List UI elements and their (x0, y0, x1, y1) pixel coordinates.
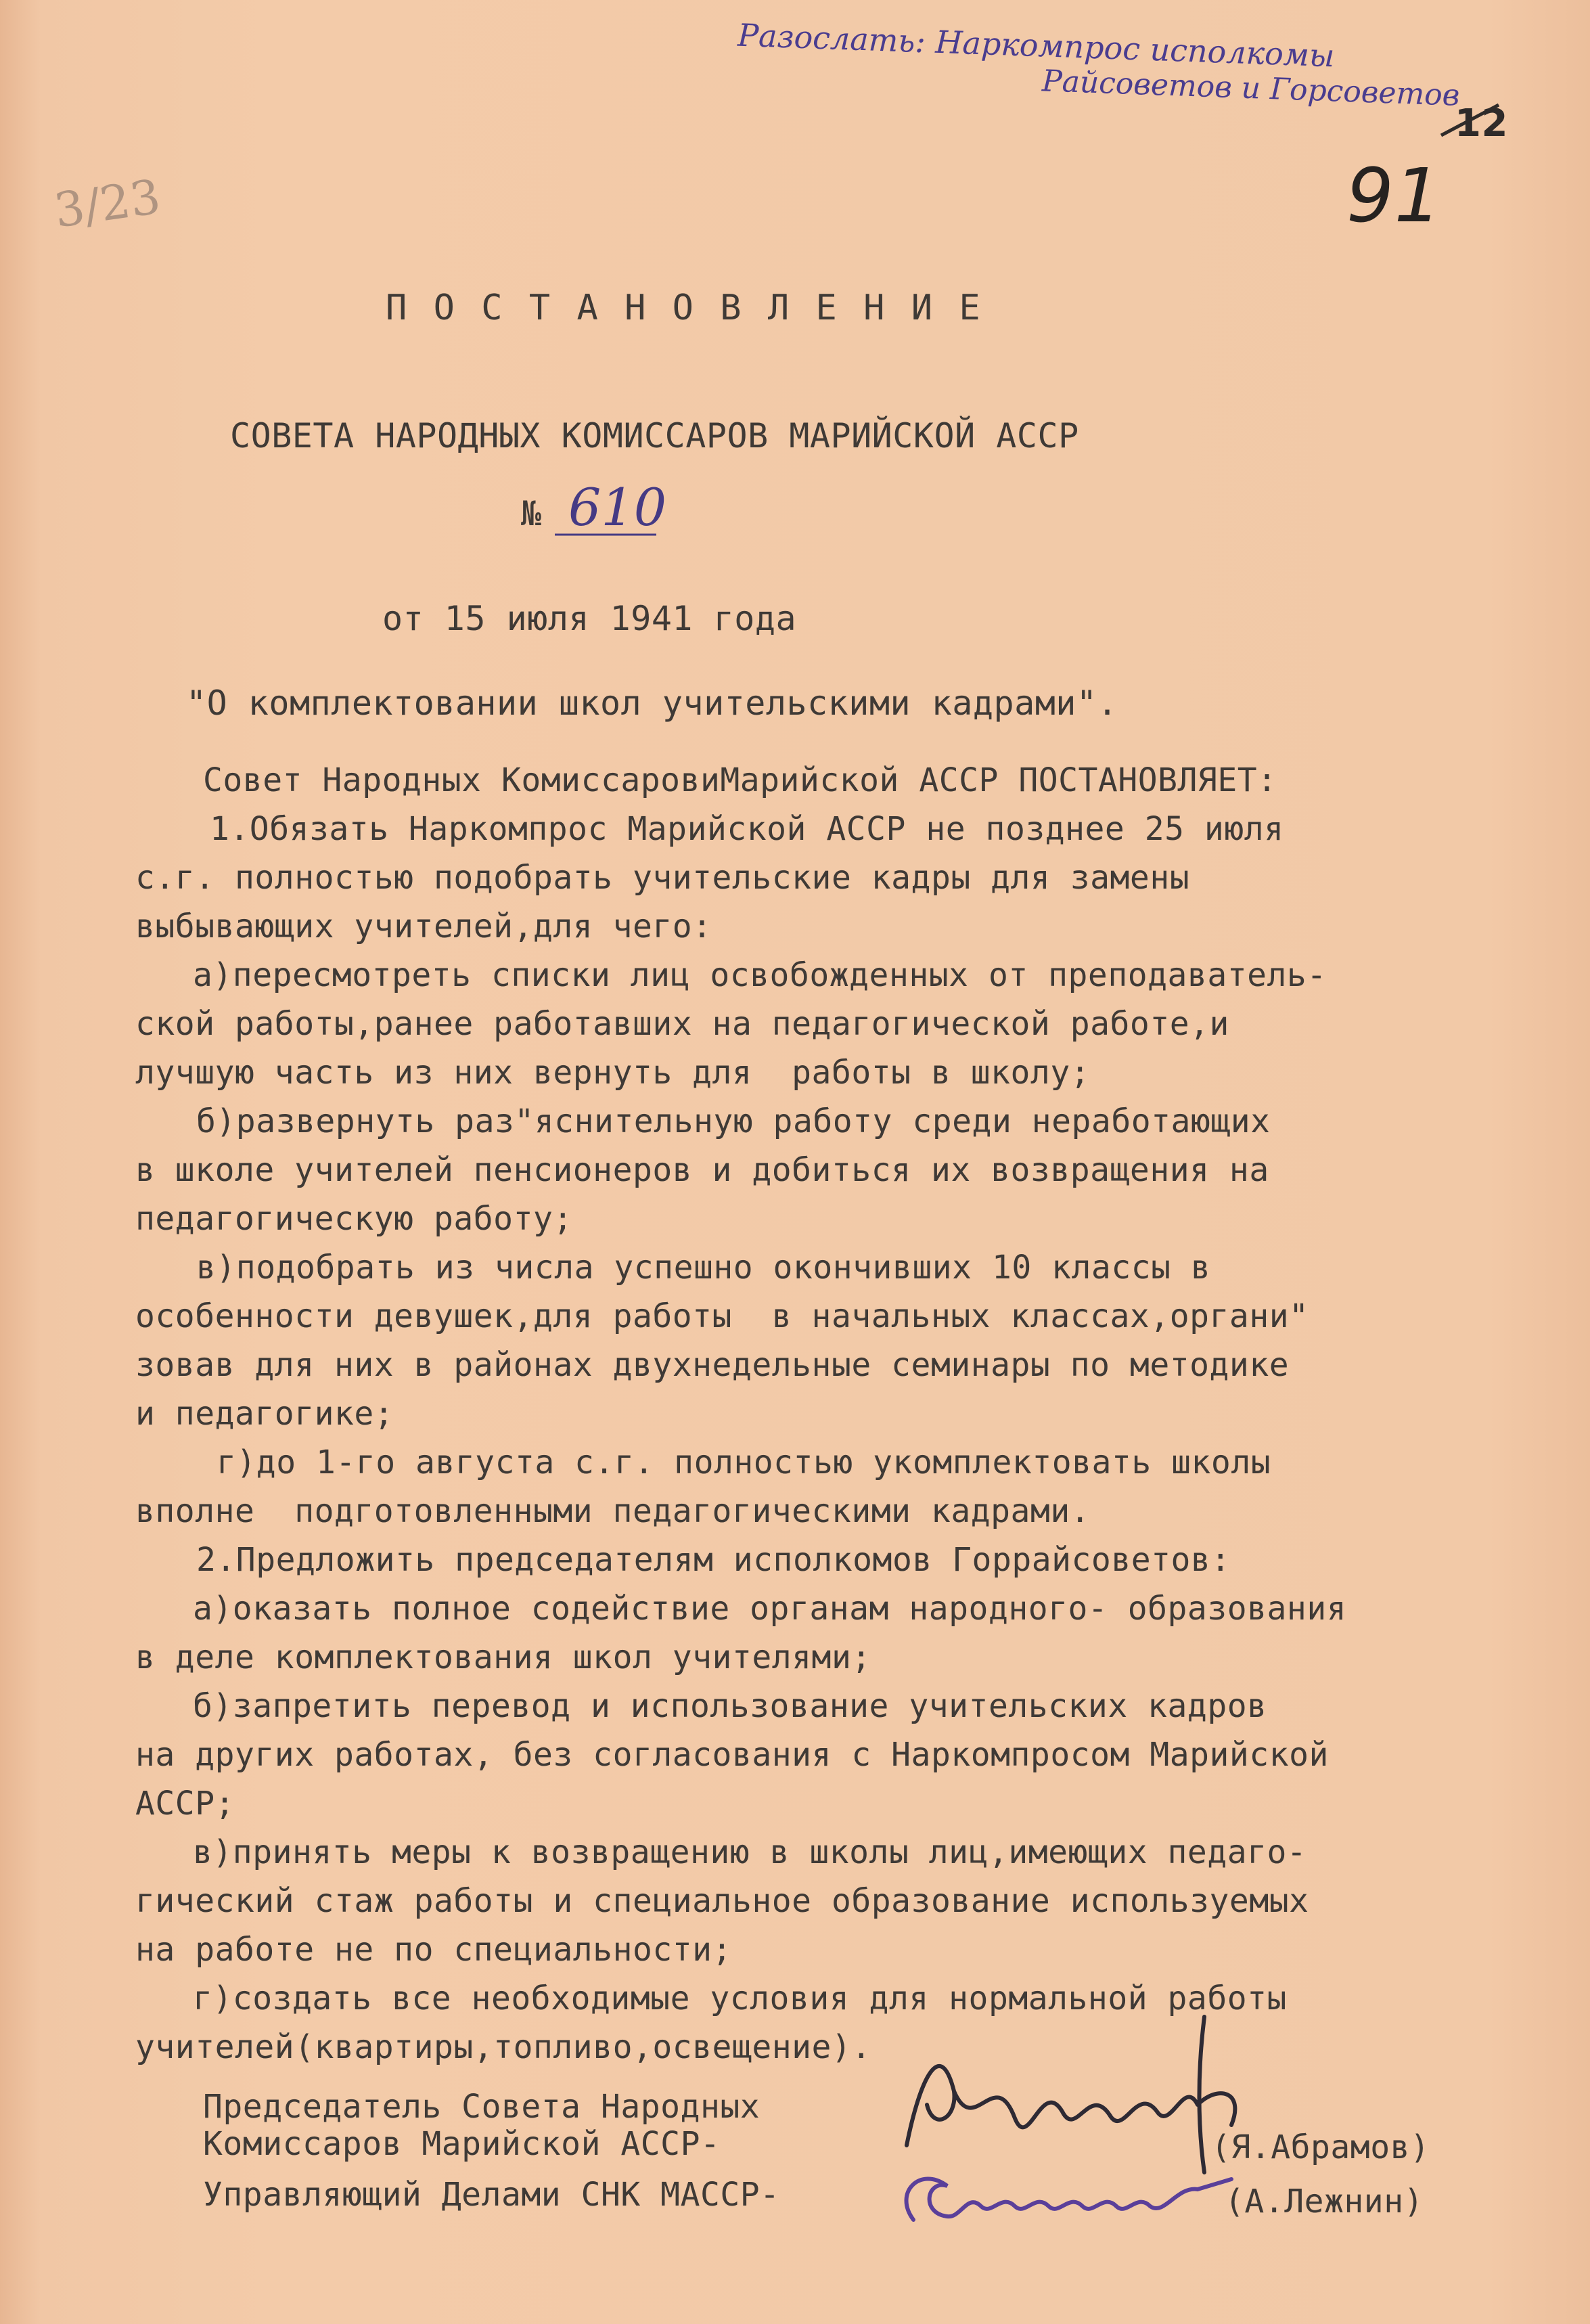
body-line: зовав для них в районах двухнедельные семинары по методике (135, 1346, 1290, 1384)
decree-number-underline (555, 531, 663, 538)
body-line: с.г. полностью подобрать учительские кадры для замены (135, 859, 1190, 897)
body-line: в)принять меры к возвращению в школы лиц,имеющих педаго- (193, 1833, 1307, 1871)
body-line: а)оказать полное содействие органам народного- образования (193, 1590, 1347, 1628)
chair-name: (Я.Абрамов) (1211, 2128, 1430, 2166)
pencil-margin-note: 3/23 (51, 169, 164, 239)
body-line: и педагогике; (135, 1395, 394, 1433)
body-line: на работе не по специальности; (135, 1931, 732, 1969)
decree-number-label: № (521, 494, 542, 533)
manager-name: (А.Лежнин) (1225, 2183, 1424, 2220)
body-line: гический стаж работы и специальное образование используемых (135, 1882, 1309, 1920)
manager-signature (873, 2139, 1252, 2247)
issuing-body: СОВЕТА НАРОДНЫХ КОМИССАРОВ МАРИЙСКОЙ АССР (230, 416, 1079, 455)
body-line: особенности девушек,для работы в начальных классах,органи" (135, 1297, 1309, 1335)
manager-title: Управляющий Делами СНК МАССР- (203, 2176, 780, 2214)
body-line: АССР; (135, 1785, 235, 1823)
body-line: учителей(квартиры,топливо,освещение). (135, 2028, 871, 2066)
handwritten-distribution-note-line1: Разослать: Наркомпрос исполкомы (737, 16, 1336, 74)
body-line: выбывающих учителей,для чего: (135, 908, 712, 945)
body-line: педагогическую работу; (135, 1200, 573, 1238)
body-line: 2.Предложить председателям исполкомов Горрайсоветов: (196, 1541, 1231, 1579)
body-line: б)запретить перевод и использование учительских кадров (193, 1687, 1267, 1725)
body-line: в школе учителей пенсионеров и добиться их возвращения на (135, 1151, 1269, 1189)
decree-subject: "О комплектовании школ учительскими кадрами". (186, 684, 1118, 723)
decree-number-handwritten: 610 (568, 477, 667, 537)
chair-title-line1: Председатель Совета Народных (203, 2088, 760, 2126)
body-line: г)до 1-го августа с.г. полностью укомплектовать школы (217, 1444, 1271, 1481)
body-line: б)развернуть раз"яснительную работу среди неработающих (196, 1102, 1271, 1140)
archive-sheet-number: 91 (1346, 152, 1442, 239)
page-number-strike-mark (1434, 95, 1509, 156)
page-number-circled: 12 (1455, 102, 1508, 146)
body-line: 1.Обязать Наркомпрос Марийской АССР не позднее 25 июля (210, 810, 1284, 848)
body-line: на других работах, без согласования с Наркомпросом Марийской (135, 1736, 1329, 1774)
decree-date: от 15 июля 1941 года (382, 599, 797, 638)
chair-title-line2: Комиссаров Марийской АССР- (203, 2125, 721, 2163)
body-line: а)пересмотреть списки лиц освобожденных от преподаватель- (193, 956, 1327, 994)
document-title: П О С Т А Н О В Л Е Н И Е (386, 288, 983, 328)
body-line: ской работы,ранее работавших на педагогической работе,и (135, 1005, 1229, 1043)
body-line: вполне подготовленными педагогическими кадрами. (135, 1492, 1091, 1530)
handwritten-distribution-note-line2: Райсоветов и Горсоветов (1041, 64, 1461, 113)
body-line: в деле комплектования школ учителями; (135, 1638, 871, 1676)
body-line: г)создать все необходимые условия для нормальной работы (193, 1980, 1287, 2017)
body-line: лучшую часть из них вернуть для работы в школу; (135, 1054, 1091, 1092)
body-line: Совет Народных КомиссаровиМарийской АССР ПОСТАНОВЛЯЕТ: (203, 761, 1277, 799)
body-line: в)подобрать из числа успешно окончивших 10 классы в (196, 1249, 1211, 1287)
